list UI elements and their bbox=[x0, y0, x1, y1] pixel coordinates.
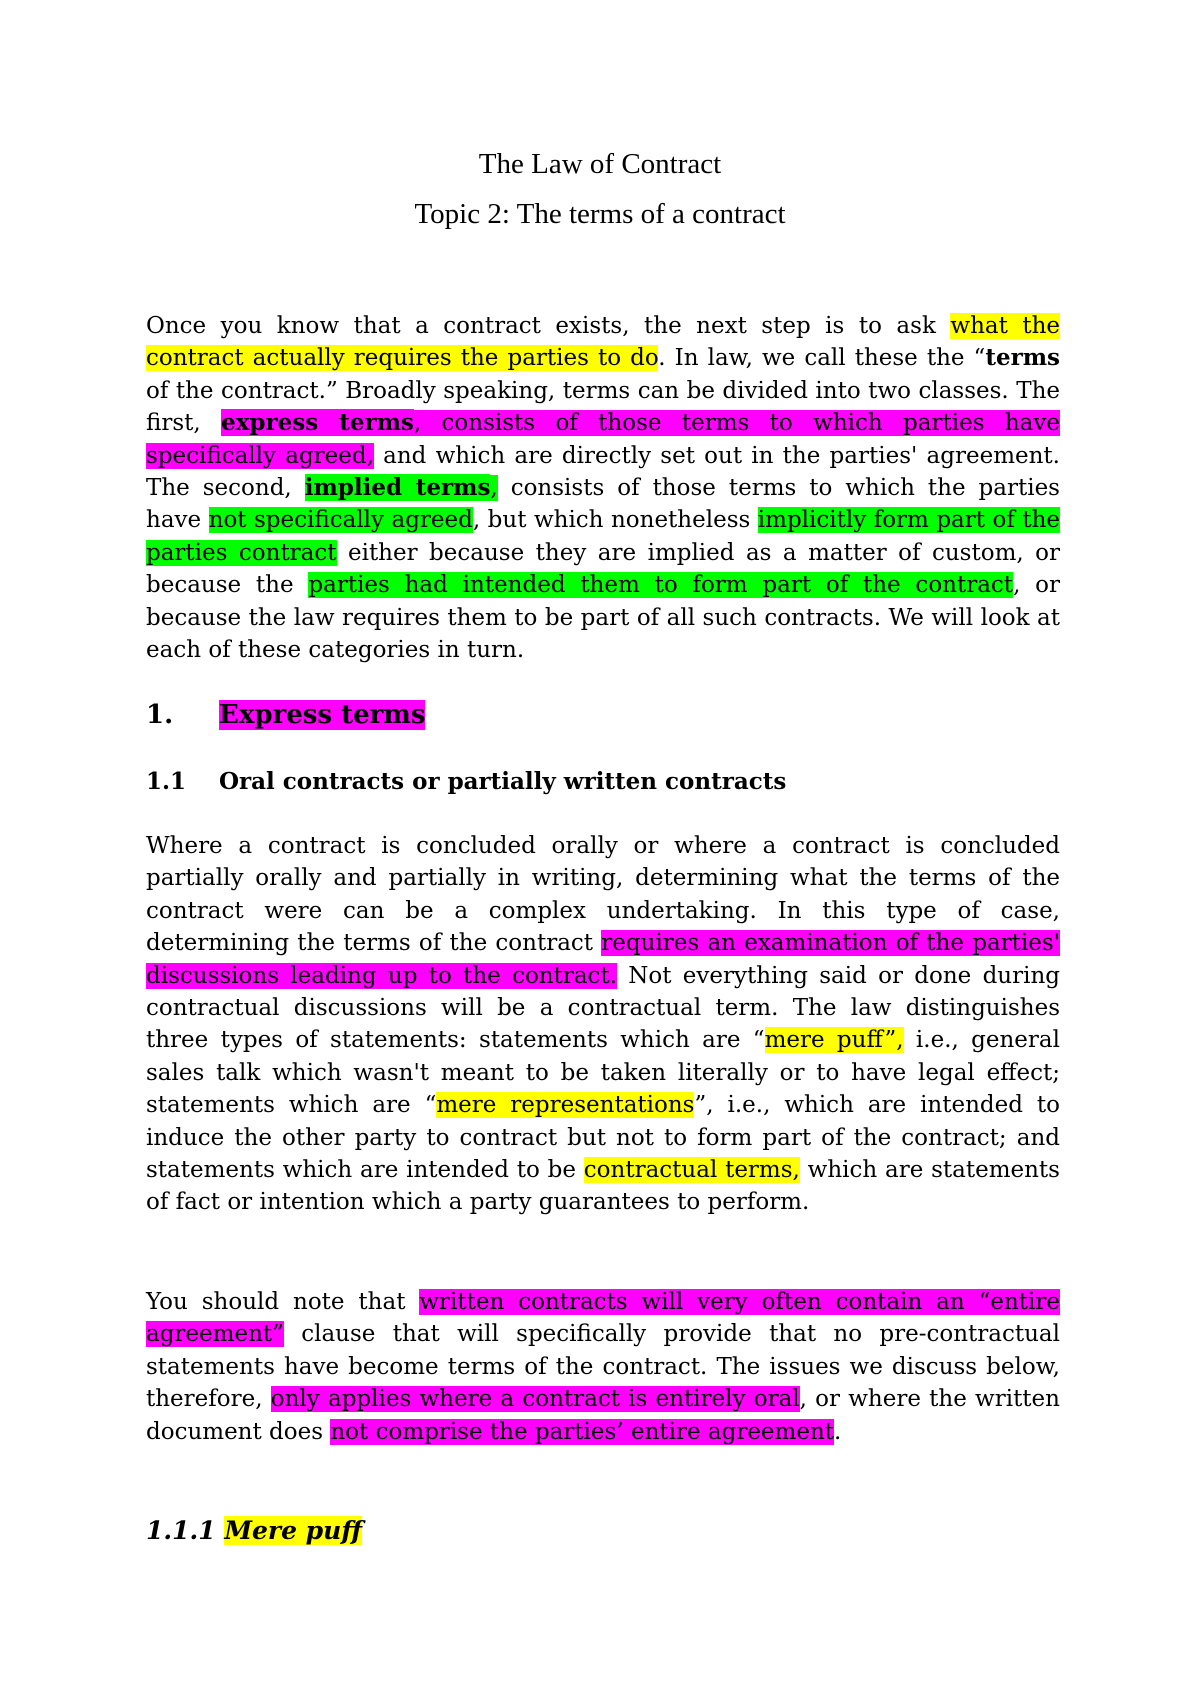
text-run: You should note that bbox=[146, 1289, 420, 1315]
document-title: The Law of Contract bbox=[478, 148, 722, 180]
section-title: Mere puff bbox=[224, 1516, 363, 1545]
text-run: Once you know that a contract exists, the next step is to ask bbox=[146, 313, 951, 339]
highlight-magenta: , consists of those terms to which parties have specifically agreed, bbox=[146, 410, 1060, 469]
text-run: . bbox=[834, 1418, 842, 1445]
highlight-yellow: contractual terms, bbox=[583, 1157, 800, 1184]
text-run: which are statements of fact or intention which a party guarantees to perform. bbox=[146, 1157, 1060, 1216]
section-number: 1. bbox=[146, 700, 174, 730]
entire-agreement-paragraph bbox=[146, 1286, 1060, 1448]
text-run: of the contract.” Broadly speaking, terms can be divided into two classes. The first, bbox=[146, 377, 1060, 437]
text-run: clause that will specifically provide that no pre-contractual statements have become terms of the contract. The issues we discuss below, therefore, bbox=[146, 1321, 1060, 1413]
section-number: 1.1 bbox=[146, 768, 187, 795]
section-heading-1-1 bbox=[146, 766, 786, 798]
text-run: , or where the written document does bbox=[146, 1386, 1060, 1445]
section-number: 1.1.1 bbox=[146, 1516, 216, 1545]
highlight-magenta-bold: express terms bbox=[221, 409, 414, 437]
highlight-green: implicitly form part of the parties contract bbox=[146, 507, 1060, 566]
highlight-green-bold: implied terms bbox=[304, 474, 491, 502]
highlight-magenta: only applies where a contract is entirely oral bbox=[270, 1386, 800, 1413]
text-run: either because they are implied as a matter of custom, or because the bbox=[146, 539, 1060, 599]
section-heading-1 bbox=[146, 698, 425, 732]
document-subtitle: Topic 2: The terms of a contract bbox=[414, 198, 786, 230]
text-run: ”, i.e., which are intended to induce the other party to contract but not to form part of the contract; and statements which are intended to be bbox=[146, 1092, 1060, 1184]
intro-paragraph bbox=[146, 310, 1060, 666]
highlight-magenta: requires an examination of the parties' discussions leading up to the contract. bbox=[146, 930, 1060, 989]
text-run: consists of those terms to which the parties have bbox=[146, 475, 1060, 534]
highlight-green: , bbox=[490, 475, 498, 502]
highlight-magenta: written contracts will very often contain an “entire agreement” bbox=[146, 1289, 1060, 1348]
text-run: , but which nonetheless bbox=[472, 507, 758, 534]
highlight-yellow: mere puff”, bbox=[764, 1027, 904, 1054]
text-run: Not everything said or done during contractual discussions will be a contractual term. The law distinguishes three types of statements: statements which are “ bbox=[146, 962, 1060, 1054]
text-run: i.e., general sales talk which wasn't meant to be taken literally or to have legal effect; statements which are “ bbox=[146, 1027, 1060, 1119]
highlight-yellow: what the contract actually requires the parties to do bbox=[146, 313, 1061, 372]
text-run: Where a contract is concluded orally or where a contract is concluded partially orally and partially in writing, determining what the terms of the contract were can be a complex undertaking. In this type of case, determining the terms of the contract bbox=[146, 833, 1060, 957]
bold-term: terms bbox=[985, 344, 1060, 372]
highlight-magenta: not comprise the parties’ entire agreement bbox=[330, 1418, 835, 1445]
text-run: , or because the law requires them to be part of all such contracts. We will look at each of these categories in turn. bbox=[146, 572, 1060, 664]
section-title: Oral contracts or partially written contracts bbox=[219, 768, 787, 795]
section-title: Express terms bbox=[219, 700, 426, 730]
oral-contracts-paragraph bbox=[146, 830, 1060, 1219]
section-heading-1-1-1 bbox=[146, 1514, 362, 1548]
text-run: . In law, we call these the “ bbox=[658, 345, 986, 372]
text-run: and which are directly set out in the parties' agreement. The second, bbox=[146, 442, 1060, 502]
highlight-yellow: mere representations bbox=[436, 1092, 695, 1119]
highlight-green: parties had intended them to form part of the contract bbox=[308, 572, 1014, 599]
highlight-green: not specifically agreed bbox=[208, 507, 473, 534]
